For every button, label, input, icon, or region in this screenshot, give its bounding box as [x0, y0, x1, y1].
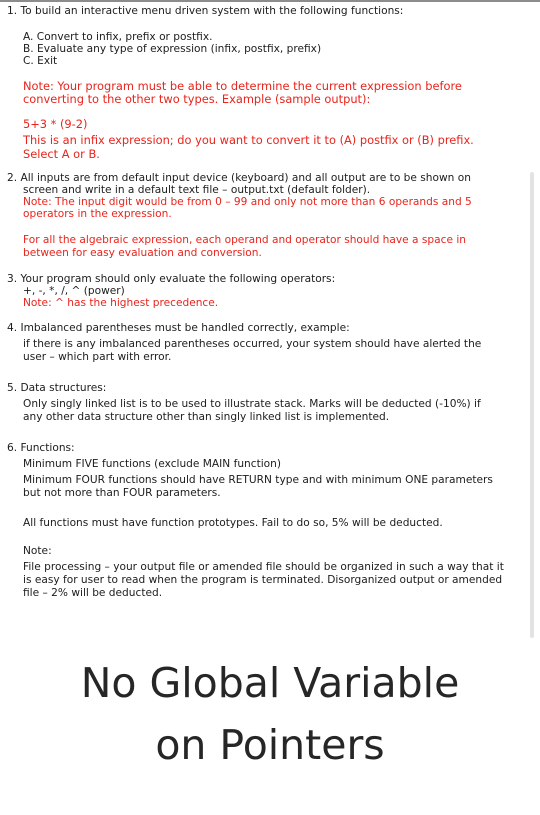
note-determine-expression-cont: converting to the other two types. Example (sample output):	[23, 92, 371, 106]
item-4-heading: 4. Imbalanced parentheses must be handled correctly, example:	[7, 322, 350, 334]
item-5-heading: 5. Data structures:	[7, 382, 107, 394]
sample-output-cont: Select A or B.	[23, 147, 100, 161]
option-c: C. Exit	[23, 55, 58, 67]
scrollbar[interactable]	[530, 172, 534, 638]
file-processing-line: File processing – your output file or amended file should be organized in such a way that it	[23, 561, 504, 573]
item-2-spacing-note: For all the algebraic expression, each operand and operator should have a space in	[23, 234, 466, 246]
file-processing-line-3: file – 2% will be deducted.	[23, 587, 163, 599]
precedence-note: Note: ^ has the highest precedence.	[23, 297, 219, 309]
file-processing-line-2: is easy for user to read when the program is terminated. Disorganized output or amended	[23, 574, 503, 586]
note-heading: Note:	[23, 545, 52, 557]
item-2-line: screen and write in a default text file – output.txt (default folder).	[23, 184, 371, 196]
edge-mask	[536, 560, 540, 590]
top-border	[0, 0, 540, 2]
note-determine-expression: Note: Your program must be able to determine the current expression before	[23, 79, 462, 93]
item-6-line: Minimum FIVE functions (exclude MAIN function)	[23, 458, 281, 470]
item-4-line-cont: user – which part with error.	[23, 351, 172, 363]
item-5-line: Only singly linked list is to be used to illustrate stack. Marks will be deducted (-10%) if	[23, 398, 481, 410]
item-2-note-cont: operators in the expression.	[23, 208, 172, 220]
item-6-heading: 6. Functions:	[7, 442, 75, 454]
prototype-rule: All functions must have function prototypes. Fail to do so, 5% will be deducted.	[23, 517, 443, 529]
item-6-line-3: but not more than FOUR parameters.	[23, 487, 221, 499]
operator-list: +, -, *, /, ^ (power)	[23, 285, 125, 297]
caption-line-1: No Global Variable	[80, 659, 460, 707]
option-a: A. Convert to infix, prefix or postfix.	[23, 31, 213, 43]
item-2-spacing-note-cont: between for easy evaluation and conversion.	[23, 247, 262, 259]
item-3-heading: 3. Your program should only evaluate the following operators:	[7, 273, 336, 285]
item-2-heading: 2. All inputs are from default input device (keyboard) and all output are to be shown on	[7, 172, 471, 184]
item-1-heading: 1. To build an interactive menu driven system with the following functions:	[7, 5, 404, 17]
caption-line-2: on Pointers	[155, 721, 385, 769]
sample-expression: 5+3 * (9-2)	[23, 117, 88, 131]
sample-output: This is an infix expression; do you want to convert it to (A) postfix or (B) prefix.	[23, 133, 474, 147]
item-6-line-2: Minimum FOUR functions should have RETURN type and with minimum ONE parameters	[23, 474, 493, 486]
item-4-line: if there is any imbalanced parentheses occurred, your system should have alerted the	[23, 338, 482, 350]
item-5-line-cont: any other data structure other than singly linked list is implemented.	[23, 411, 390, 423]
item-2-note: Note: The input digit would be from 0 – 99 and only not more than 6 operands and 5	[23, 196, 472, 208]
option-b: B. Evaluate any type of expression (infix, postfix, prefix)	[23, 43, 322, 55]
